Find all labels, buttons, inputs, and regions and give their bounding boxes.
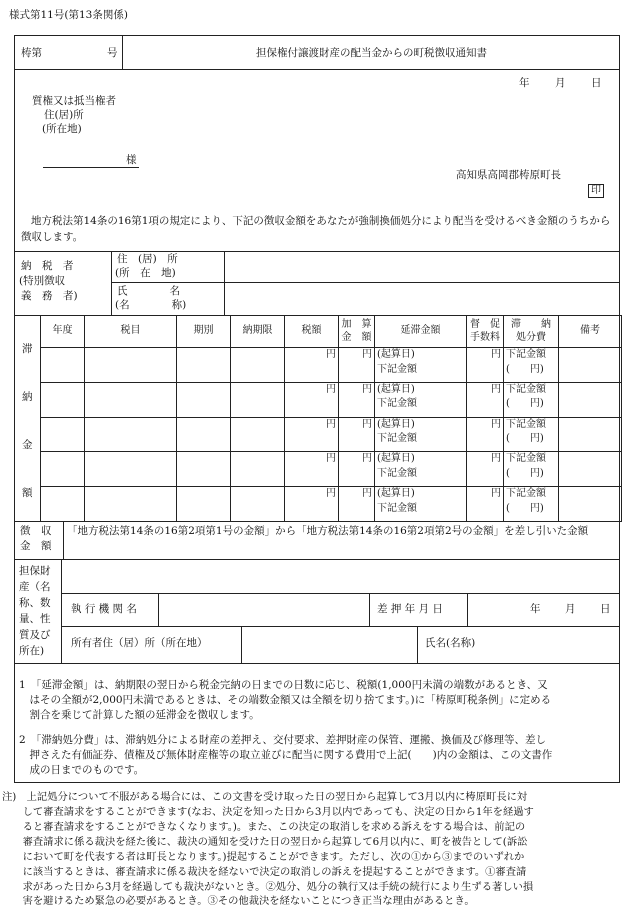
empty-cell bbox=[85, 417, 177, 452]
note-1: 1 「延滞金額」は、納期限の翌日から税金完納の日までの日数に応じ、税額(1,000円未満の端数があるとき、又 はその全額が2,000円未満であるときは、その端数金額又は全額を切り捨てます。)に「梼原町税条例」に定める 割合を乗じて計算した額の延滞金を徴収します。 bbox=[19, 679, 552, 722]
divider bbox=[111, 251, 112, 315]
date-month: 月 bbox=[555, 77, 566, 89]
empty-cell bbox=[559, 382, 622, 417]
seizure-month: 月 bbox=[565, 603, 576, 615]
empty-cell bbox=[177, 382, 231, 417]
below-amount-label: 下記金額 bbox=[377, 467, 417, 479]
collateral-label: 産（名 bbox=[19, 581, 51, 593]
start-date-label: (起算日) bbox=[377, 418, 415, 430]
below-amount-label: 下記金額 bbox=[377, 433, 417, 445]
recipient-name-line bbox=[43, 153, 139, 168]
disposal-cell bbox=[504, 417, 559, 452]
below-amount-label: 下記金額 bbox=[377, 363, 417, 375]
yen-unit: 円 bbox=[339, 348, 375, 383]
empty-cell bbox=[177, 487, 231, 522]
empty-cell bbox=[231, 417, 285, 452]
arrears-row bbox=[40, 347, 622, 383]
yen-unit: 円 bbox=[467, 452, 504, 487]
collateral-label: 量、性 bbox=[19, 613, 51, 625]
divider bbox=[61, 593, 619, 594]
divider bbox=[63, 521, 64, 559]
delinquency-cell bbox=[375, 417, 467, 452]
empty-cell bbox=[559, 348, 622, 383]
collection-label: 金 額 bbox=[20, 540, 52, 552]
col-delinquency: 延滞金額 bbox=[375, 316, 467, 348]
yen-unit: 円 bbox=[285, 417, 339, 452]
divider bbox=[417, 626, 418, 663]
empty-cell bbox=[41, 452, 85, 487]
yen-unit: 円 bbox=[285, 487, 339, 522]
disposal-cell bbox=[504, 452, 559, 487]
col-tax-amount: 税額 bbox=[285, 316, 339, 348]
note-2: 2 「滞納処分費」は、滞納処分による財産の差押え、交付要求、差押財産の保管、運搬、換価及び修理等、差し 押さえた有価証券、債権及び無体財産権等の取立並びに配当に関する費用で上記( )内の金額は、この文書作 成の日までのものです。 bbox=[19, 734, 553, 777]
below-amount-label: 下記金額 bbox=[506, 349, 546, 360]
empty-cell bbox=[41, 348, 85, 383]
date-day: 日 bbox=[591, 77, 602, 89]
taxpayer-label: 納 税 者 bbox=[21, 260, 74, 272]
disposal-cell bbox=[504, 382, 559, 417]
empty-cell bbox=[85, 487, 177, 522]
seal-mark: 印 bbox=[588, 184, 604, 198]
yen-unit: 円 bbox=[467, 417, 504, 452]
disposal-cell bbox=[504, 348, 559, 383]
divider bbox=[15, 521, 619, 522]
collateral-label: 称、数 bbox=[19, 597, 51, 609]
empty-cell bbox=[177, 452, 231, 487]
empty-cell bbox=[41, 417, 85, 452]
col-urge-fee: 督 促 手数料 bbox=[467, 316, 504, 348]
arrears-side-label: 金 bbox=[22, 439, 33, 451]
divider bbox=[467, 593, 468, 626]
divider bbox=[61, 559, 62, 663]
empty-cell bbox=[177, 348, 231, 383]
recipient-location-label: (所在地) bbox=[42, 123, 82, 135]
executor-label: 執 行 機 関 名 bbox=[71, 603, 137, 615]
start-date-label: (起算日) bbox=[377, 349, 415, 360]
issuer-name: 高知県高岡郡梼原町長 bbox=[456, 169, 561, 181]
col-period: 期別 bbox=[177, 316, 231, 348]
arrears-side-label: 額 bbox=[22, 487, 33, 499]
divider bbox=[15, 251, 619, 252]
collection-label: 徴 収 bbox=[20, 525, 52, 537]
yen-unit: 円 bbox=[339, 487, 375, 522]
arrears-row bbox=[40, 382, 622, 418]
collateral-label: 質及び bbox=[19, 629, 51, 641]
notice-form bbox=[14, 35, 620, 783]
col-tax-item: 税目 bbox=[85, 316, 177, 348]
arrears-row bbox=[40, 451, 622, 487]
delinquency-cell bbox=[375, 452, 467, 487]
divider bbox=[158, 593, 159, 626]
yen-unit: 円 bbox=[339, 417, 375, 452]
arrears-table bbox=[40, 315, 622, 348]
seizure-year: 年 bbox=[530, 603, 541, 615]
taxpayer-label: 義 務 者) bbox=[21, 290, 78, 302]
disposal-paren: ( 円) bbox=[506, 502, 544, 514]
below-amount-label: 下記金額 bbox=[506, 418, 546, 430]
below-amount-label: 下記金額 bbox=[506, 488, 546, 500]
empty-cell bbox=[177, 417, 231, 452]
divider bbox=[111, 282, 619, 283]
empty-cell bbox=[231, 348, 285, 383]
collection-text: 「地方税法第14条の16第2項第1号の金額」から「地方税法第14条の16第2項第2号の金額」を差し引いた金額 bbox=[67, 525, 589, 537]
divider bbox=[224, 251, 225, 315]
empty-cell bbox=[231, 382, 285, 417]
taxpayer-address-label: 住 (居) 所 bbox=[117, 253, 178, 265]
yen-unit: 円 bbox=[285, 452, 339, 487]
empty-cell bbox=[85, 452, 177, 487]
empty-cell bbox=[559, 417, 622, 452]
start-date-label: (起算日) bbox=[377, 488, 415, 500]
arrears-row bbox=[40, 417, 622, 453]
appeal-footnote: 注) 上記処分について不服がある場合には、この文書を受け取った日の翌日から起算して3月以内に梼原町長に対 して審査請求をすることができます(なお、決定を知った日から3月以内であっても、決定の日から1年を経過す ると審査請求をすることができなくなります。)。また、この決定の取消しを求める訴えをする場合は、前記の 審査請求に係る裁決を経た後に、裁決の通知を受けた日の翌日から起算して6月以内に、町を被告として(訴訟 において町を代表する者は町長となります。)提起することができます。ただし、次の①から③までのいずれか に該当するときは、審査請求に係る裁決を経ないで決定の取消しの訴えを提起することができます。①審査請 求があった日から3月を経過しても裁決がないとき。②処分、処分の執行又は手続の続行により生ずる著しい損 害を避けるため緊急の必要があるとき。③その他裁決を経ないことにつき正当な理由があるとき。 bbox=[2, 791, 534, 908]
seizure-date-label: 差 押 年 月 日 bbox=[377, 603, 443, 615]
yen-unit: 円 bbox=[285, 382, 339, 417]
doc-number-suffix: 号 bbox=[107, 47, 118, 59]
empty-cell bbox=[231, 487, 285, 522]
divider bbox=[61, 626, 619, 627]
disposal-paren: ( 円) bbox=[506, 433, 544, 445]
date-year: 年 bbox=[519, 77, 530, 89]
arrears-side-label: 納 bbox=[22, 391, 33, 403]
start-date-label: (起算日) bbox=[377, 453, 415, 465]
disposal-paren: ( 円) bbox=[506, 467, 544, 479]
yen-unit: 円 bbox=[285, 348, 339, 383]
delinquency-cell bbox=[375, 487, 467, 522]
empty-cell bbox=[85, 348, 177, 383]
col-disposal-cost: 滞 納 処分費 bbox=[504, 316, 559, 348]
yen-unit: 円 bbox=[467, 382, 504, 417]
collateral-label: 担保財 bbox=[19, 565, 51, 577]
taxpayer-address-label: (所 在 地) bbox=[115, 267, 176, 279]
doc-number-label: 梼第 bbox=[21, 47, 42, 59]
divider bbox=[15, 559, 619, 560]
taxpayer-label: (特別徴収 bbox=[19, 275, 66, 287]
empty-cell bbox=[231, 452, 285, 487]
below-amount-label: 下記金額 bbox=[506, 383, 546, 395]
yen-unit: 円 bbox=[339, 382, 375, 417]
form-number-label: 様式第11号(第13条関係) bbox=[9, 9, 128, 21]
col-surcharge: 加 算 金 額 bbox=[339, 316, 375, 348]
intro-text: 地方税法第14条の16第1項の規定により、下記の徴収金額をあなたが強制換価処分により配当を受けるべき金額のうちから徴収します。 bbox=[21, 215, 611, 243]
divider bbox=[15, 663, 619, 664]
empty-cell bbox=[559, 452, 622, 487]
divider bbox=[15, 69, 619, 70]
delinquency-cell bbox=[375, 348, 467, 383]
divider bbox=[241, 626, 242, 663]
col-remarks: 備考 bbox=[559, 316, 622, 348]
collateral-label: 所在) bbox=[19, 645, 45, 657]
disposal-cell bbox=[504, 487, 559, 522]
yen-unit: 円 bbox=[339, 452, 375, 487]
below-amount-label: 下記金額 bbox=[377, 502, 417, 514]
disposal-paren: ( 円) bbox=[506, 398, 544, 410]
empty-cell bbox=[559, 487, 622, 522]
owner-name-label: 氏名(名称) bbox=[425, 637, 476, 649]
honorific: 様 bbox=[126, 154, 137, 166]
disposal-paren: ( 円) bbox=[506, 363, 544, 375]
empty-cell bbox=[41, 487, 85, 522]
seizure-day: 日 bbox=[600, 603, 611, 615]
yen-unit: 円 bbox=[467, 487, 504, 522]
arrears-side-label: 滞 bbox=[22, 343, 33, 355]
below-amount-label: 下記金額 bbox=[377, 398, 417, 410]
col-year: 年度 bbox=[41, 316, 85, 348]
recipient-role: 質権又は抵当権者 bbox=[32, 95, 116, 107]
empty-cell bbox=[41, 382, 85, 417]
yen-unit: 円 bbox=[467, 348, 504, 383]
document-title: 担保権付譲渡財産の配当金からの町税徴収通知書 bbox=[256, 47, 487, 59]
recipient-address-label: 住(居)所 bbox=[44, 109, 84, 121]
taxpayer-name-label: 氏 名 bbox=[117, 285, 180, 297]
owner-address-label: 所有者住（居）所（所在地） bbox=[71, 637, 208, 649]
delinquency-cell bbox=[375, 382, 467, 417]
taxpayer-name-label: (名 称) bbox=[115, 299, 187, 311]
divider bbox=[369, 593, 370, 626]
col-due-date: 納期限 bbox=[231, 316, 285, 348]
empty-cell bbox=[85, 382, 177, 417]
start-date-label: (起算日) bbox=[377, 383, 415, 395]
arrears-row bbox=[40, 486, 622, 522]
below-amount-label: 下記金額 bbox=[506, 453, 546, 465]
